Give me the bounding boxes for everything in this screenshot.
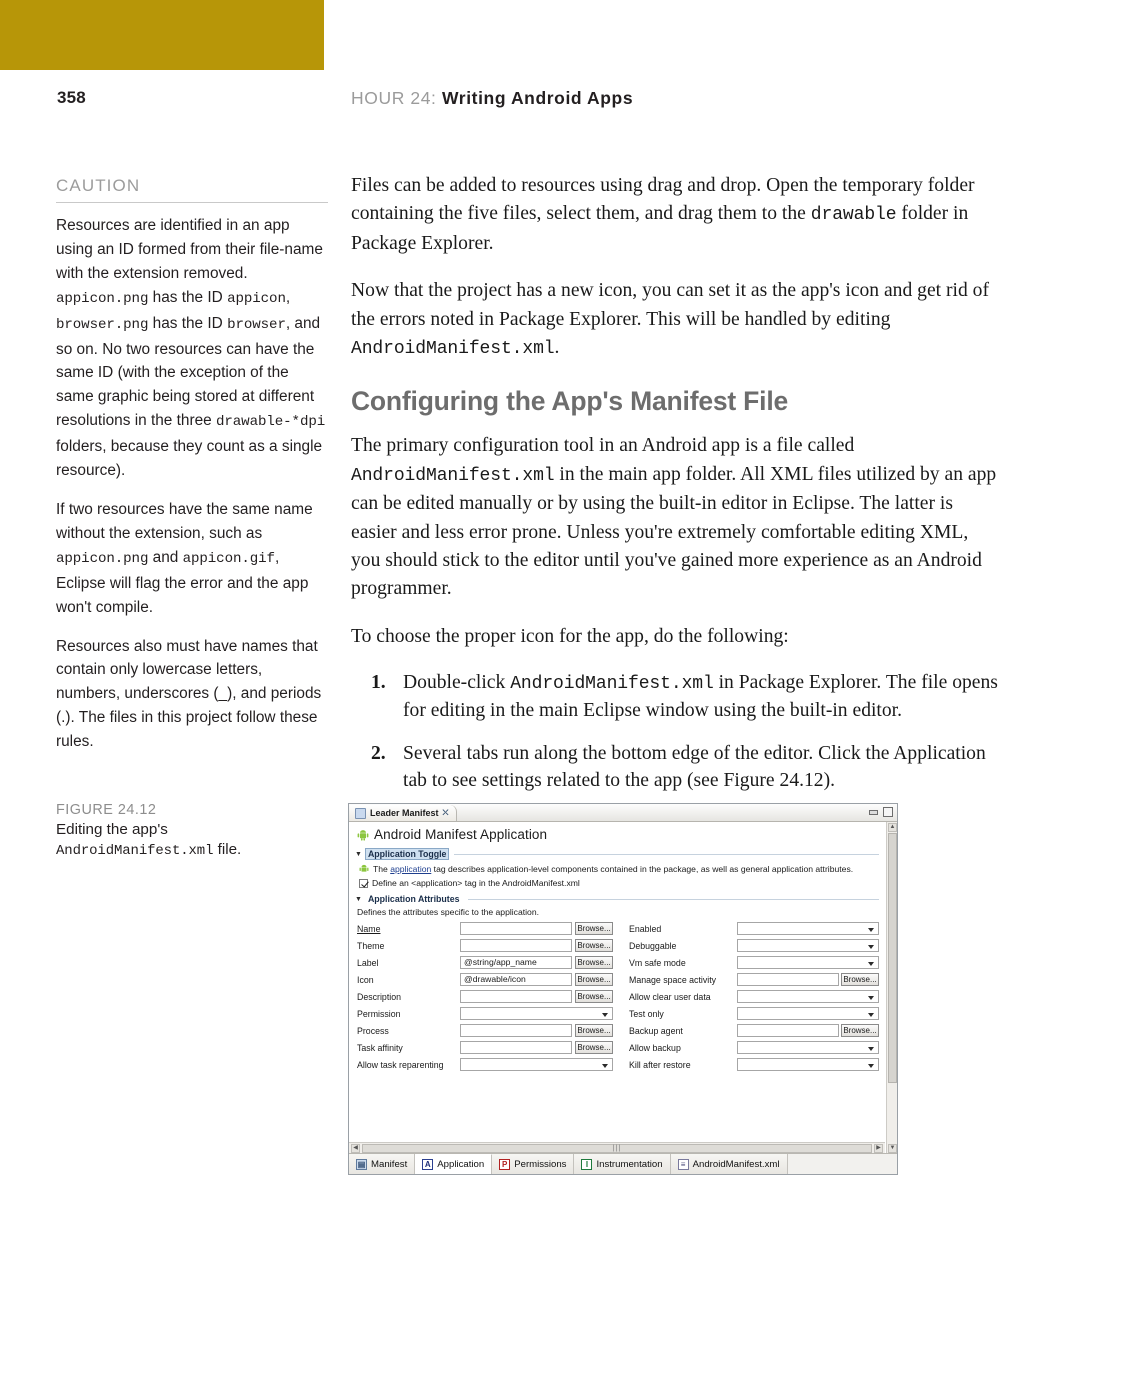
section-rule [468,899,880,900]
figure-caption [56,802,332,861]
caution-divider [56,202,328,203]
field-input-icon[interactable]: @drawable/icon [460,973,572,986]
caution-paragraph-1: Resources are identified in an app using an ID formed from their file-name with the extension removed. appicon.png has the ID appicon, browser.png has the ID browser, and so on. No two resources can have the same ID (with the exception of the same graphic being stored at different resolutions in the three drawable-*dpi folders, because they count as a single resource). [56,217,326,480]
field-label-task-affinity: Task affinity [357,1042,403,1053]
step-number-2: 2. [371,743,386,765]
caution-sidebar [56,176,328,754]
instrumentation-icon: I [581,1159,592,1170]
application-attributes-form [355,922,879,1071]
horizontal-scrollbar-thumb[interactable]: ||| [362,1144,872,1153]
field-input-task-affinity[interactable] [460,1041,572,1054]
minimize-icon[interactable] [869,810,878,815]
permissions-icon: P [499,1159,510,1170]
tab-androidmanifest-xml[interactable] [671,1154,788,1174]
body-paragraph-2-code: AndroidManifest.xml [351,339,555,360]
field-label-backup-agent: Backup agent [629,1025,683,1036]
figure-caption-code: AndroidManifest.xml [56,843,214,859]
section-application-attributes-label: Application Attributes [367,894,460,904]
scroll-up-arrow-icon[interactable]: ▲ [889,824,896,830]
field-combo-enabled[interactable] [737,922,879,935]
field-label-process: Process [357,1025,389,1036]
maximize-icon[interactable] [883,807,893,817]
tab-instrumentation-label: Instrumentation [596,1158,663,1170]
field-label-description: Description [357,991,402,1002]
steps-list [351,670,1001,794]
field-group-backup-agent [737,1024,879,1037]
body-paragraph-1-text-a: Files can be added to resources using drag and drop. Open the temporary folder containing the five files, select them, and drag them to the [351,175,975,225]
figure-label: FIGURE 24.12 [56,802,157,818]
field-input-manage-space-activity[interactable] [737,973,839,986]
section-rule [454,854,879,855]
close-icon[interactable]: ⛌ [442,808,449,817]
eclipse-form-heading: Android Manifest Application [374,827,548,842]
field-combo-kill-after-restore[interactable] [737,1058,879,1071]
define-application-tag-label: Define an <application> tag in the AndroidManifest.xml [372,878,580,888]
step-1-code: AndroidManifest.xml [510,674,714,695]
caution-heading: CAUTION [56,176,141,195]
figure-caption-line1: Editing the app's [56,821,168,838]
main-body-column [351,172,1001,811]
body-paragraph-3-text-b: in the main app folder. All XML files utilized by an app can be edited manually or by using the built-in editor in Eclipse. The latter is easier and less error prone. Unless you're extremely comfortable editing XML, you should stick to the editor until you've gained more experience as an Android programmer. [351,463,997,600]
page-number: 358 [57,88,86,107]
body-paragraph-1 [351,172,1001,258]
application-toggle-description-text [373,864,853,875]
browse-button-process[interactable]: Browse... [575,1024,613,1037]
step-1-text-b: in Package Explorer. The file opens for editing in the main Eclipse window using the built-in editor. [403,672,998,721]
step-number-1: 1. [371,672,386,694]
field-label-test-only: Test only [629,1008,664,1019]
field-label-allow-clear-user-data: Allow clear user data [629,991,711,1002]
eclipse-editor-body [349,822,897,1154]
running-head-hour: HOUR 24: [351,88,437,108]
running-head-title: Writing Android Apps [441,88,634,108]
field-combo-vm-safe-mode[interactable] [737,956,879,969]
application-tag-link[interactable]: application [390,864,432,874]
eclipse-editor-screenshot [348,803,898,1175]
field-label-debuggable: Debuggable [629,940,677,951]
body-paragraph-2 [351,277,1001,363]
step-item-2 [351,741,1001,794]
field-combo-allow-clear-user-data[interactable] [737,990,879,1003]
tab-manifest[interactable] [349,1154,415,1174]
toggle-desc-a: The [373,864,391,874]
define-application-tag-checkbox-row[interactable] [355,876,879,892]
field-input-backup-agent[interactable] [737,1024,839,1037]
tab-permissions-label: Permissions [514,1158,567,1170]
browse-button-description[interactable]: Browse... [575,990,613,1003]
tab-manifest-label: Manifest [371,1158,408,1170]
eclipse-form-content [349,822,885,1071]
body-paragraph-1-code: drawable [810,205,897,226]
field-input-description[interactable] [460,990,572,1003]
application-toggle-description [355,859,879,876]
android-robot-icon [357,829,369,841]
browse-button-backup-agent[interactable]: Browse... [841,1024,879,1037]
checkbox-icon[interactable] [359,879,368,888]
browse-button-label[interactable]: Browse... [575,956,613,969]
section-application-toggle-label: Application Toggle [367,849,447,859]
field-input-theme[interactable] [460,939,572,952]
tab-application-label: Application [437,1159,485,1170]
eclipse-titlebar [349,804,897,822]
caution-paragraph-3: Resources also must have names that contain only lowercase letters, numbers, underscores (_), and periods (.). The files in this project follow these rules. [56,637,322,751]
body-paragraph-2-text-a: Now that the project has a new icon, you can set it as the app's icon and get rid of the errors noted in Package Explorer. This will be handled by editing [351,280,989,330]
section-application-toggle[interactable] [355,849,879,859]
field-label-theme: Theme [357,940,385,951]
tab-permissions[interactable] [492,1154,574,1174]
field-combo-allow-task-reparenting[interactable] [460,1058,613,1071]
field-group-manage-space-activity [737,973,879,986]
android-robot-mini-icon [359,864,369,874]
page-corner-block [0,0,324,70]
field-label-label: Label [357,957,379,968]
editor-bottom-tabs [349,1153,897,1174]
tab-instrumentation[interactable] [574,1154,670,1174]
field-label-manage-space-activity: Manage space activity [629,974,717,985]
browse-button-manage-space-activity[interactable]: Browse... [841,973,879,986]
scroll-down-arrow-icon[interactable]: ▼ [889,1145,896,1151]
tabstrip-filler [788,1154,897,1174]
browse-button-task-affinity[interactable]: Browse... [575,1041,613,1054]
editor-vertical-scrollbar[interactable] [886,822,897,1154]
tab-application[interactable] [415,1154,492,1174]
field-input-process[interactable] [460,1024,572,1037]
field-label-icon: Icon [357,974,374,985]
eclipse-form-header [355,826,879,847]
field-label-vm-safe-mode: Vm safe mode [629,957,686,968]
field-label-allow-task-reparenting: Allow task reparenting [357,1059,444,1070]
page-section-title: Configuring the App's Manifest File [351,386,789,417]
running-head [351,88,633,109]
application-icon: A [422,1159,433,1170]
step-item-1 [351,670,1001,724]
browse-button-theme[interactable]: Browse... [575,939,613,952]
body-paragraph-3 [351,432,1001,603]
field-combo-allow-backup[interactable] [737,1041,879,1054]
body-paragraph-3-text-a: The primary configuration tool in an Android app is a file called [351,435,855,457]
scroll-right-arrow-icon[interactable]: ▶ [874,1144,883,1153]
field-combo-debuggable[interactable] [737,939,879,952]
browse-button-name[interactable]: Browse... [575,922,613,935]
chevron-down-icon[interactable]: ▼ [355,895,362,903]
xml-file-icon: ≡ [678,1159,689,1170]
figure-caption-rest: file. [213,841,242,858]
field-label-enabled: Enabled [629,923,662,934]
tab-androidmanifest-xml-label: AndroidManifest.xml [692,1158,780,1170]
caution-paragraph-2: If two resources have the same name without the extension, such as appicon.png and appicon.gif, Eclipse will flag the error and the app won't compile. [56,500,313,616]
vertical-scrollbar-thumb[interactable] [888,833,897,1083]
body-paragraph-1-text-b: folder in Package Explorer. [351,203,969,254]
figure-caption-text [56,821,241,858]
scroll-left-arrow-icon[interactable]: ◀ [351,1144,360,1153]
body-paragraph-4: To choose the proper icon for the app, do the following: [351,625,789,647]
toggle-desc-b: tag describes application-level components contained in the package, as well as general application attributes. [431,864,854,874]
step-1-text-a: Double-click [403,672,511,694]
manifest-icon: ▤ [357,1159,366,1169]
section-application-attributes[interactable] [355,894,879,904]
eclipse-editor-tab[interactable] [350,805,457,821]
file-icon [355,808,366,819]
field-combo-permission[interactable] [460,1007,613,1020]
field-label-permission: Permission [357,1008,401,1019]
step-2-text-a: Several tabs run along the bottom edge of the editor. Click the Application tab to see settings related to the app (see Figure 24.12). [403,743,986,791]
body-paragraph-3-code: AndroidManifest.xml [351,465,555,486]
body-paragraph-2-text-b: . [554,337,560,359]
application-attributes-description: Defines the attributes specific to the application. [357,907,540,917]
field-label-allow-backup: Allow backup [629,1042,681,1053]
field-label-kill-after-restore: Kill after restore [629,1059,691,1070]
browse-button-icon[interactable]: Browse... [575,973,613,986]
eclipse-editor-tab-label: Leader Manifest [370,808,439,818]
chevron-down-icon[interactable]: ▼ [355,850,362,858]
field-label-name: Name [357,923,381,934]
field-input-label[interactable]: @string/app_name [460,956,572,969]
field-combo-test-only[interactable] [737,1007,879,1020]
eclipse-window-buttons [869,807,893,817]
field-input-name[interactable] [460,922,572,935]
